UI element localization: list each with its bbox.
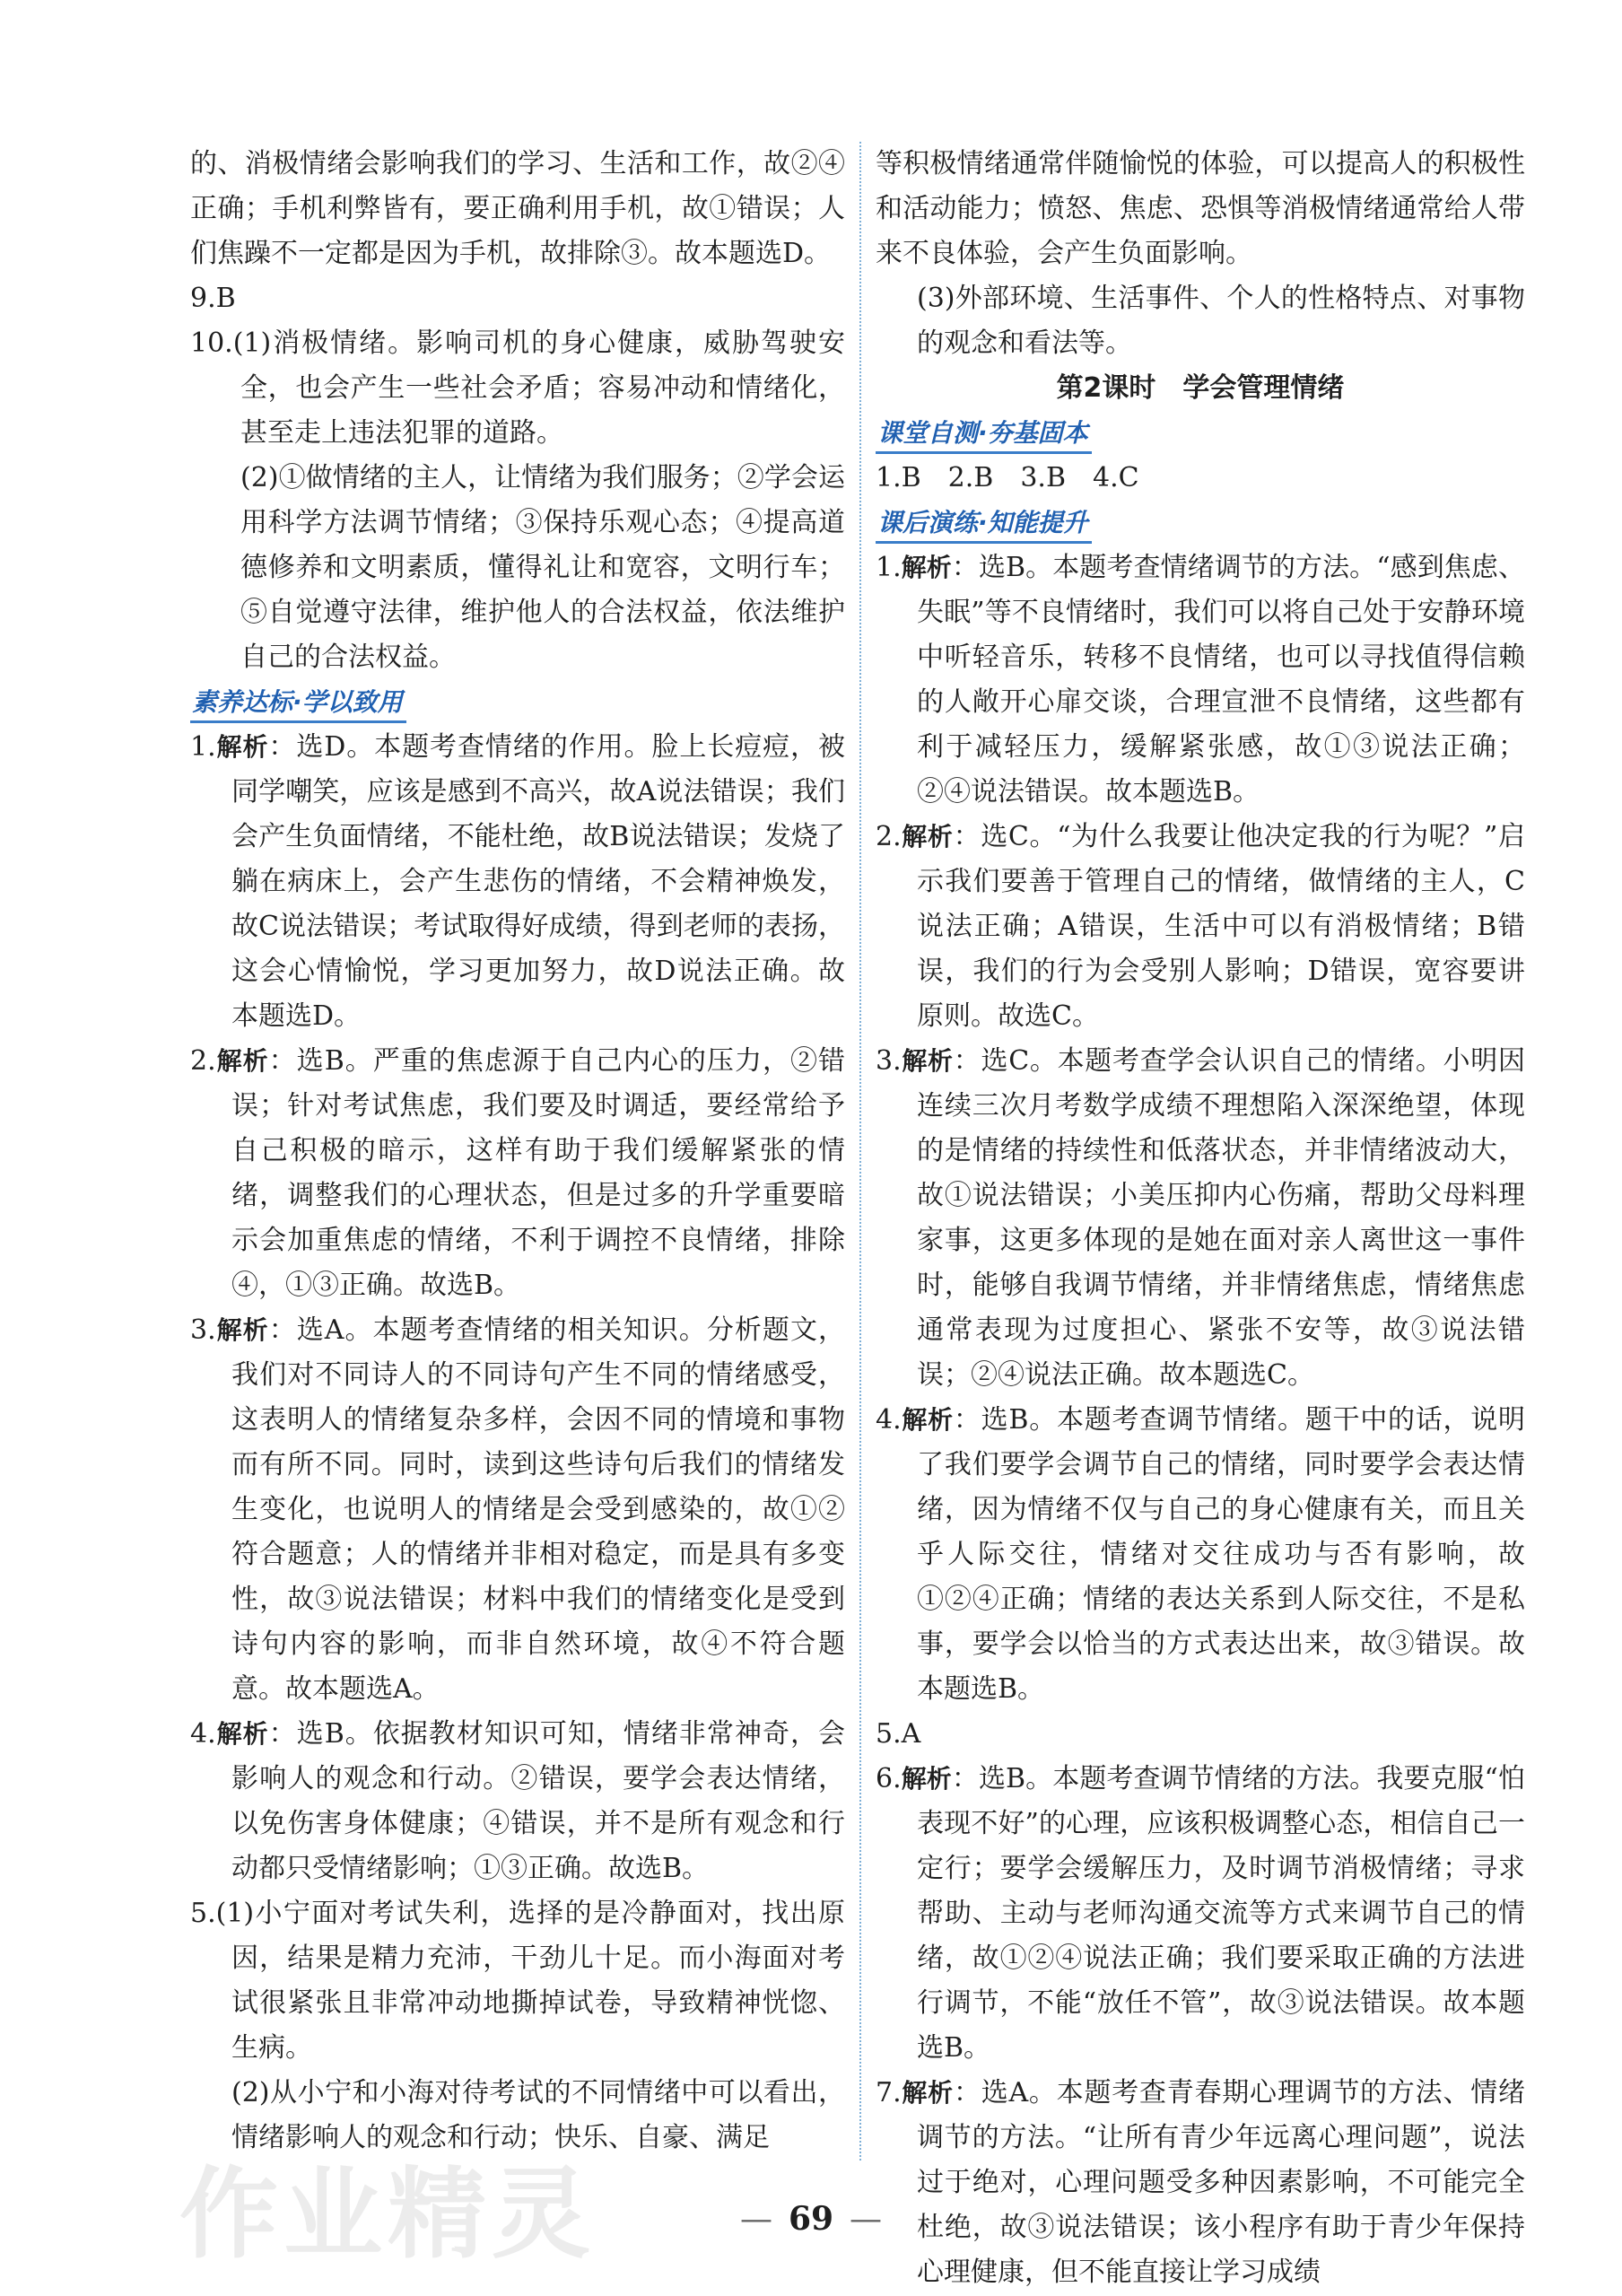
left-paragraph-continued: 的、消极情绪会影响我们的学习、生活和工作，故②④正确；手机利弊皆有，要正确利用手机，故①错误；人们焦躁不一定都是因为手机，故排除③。故本题选D。: [190, 148, 845, 269]
page-footer: [0, 2200, 1622, 2238]
footer-dash-left: —: [739, 2201, 772, 2238]
answer-5-part-2: (2)从小宁和小海对待考试的不同情绪中可以看出，情绪影响人的观念和行动；快乐、自豪、满足: [231, 2077, 845, 2153]
analysis-item-r4: 4.解析：选B。本题考查调节情绪。题干中的话，说明了我们要学会调节自己的情绪，同时要学会表达情绪，因为情绪不仅与自己的身心健康有关，而且关乎人际交往，情绪对交往成功与否有影响，故①②④正确；情绪的表达关系到人际交往，不是私事，要学会以恰当的方式表达出来，故③错误。故本题选B。: [876, 1404, 1525, 1705]
analysis-item-4: 4.解析：选B。依据教材知识可知，情绪非常神奇，会影响人的观念和行动。②错误，要学会表达情绪，以免伤害身体健康；④错误，并不是所有观念和行动都只受情绪影响；①③正确。故选B。: [190, 1718, 845, 1884]
analysis-item-2: 2.解析：选B。严重的焦虑源于自己内心的压力，②错误；针对考试焦虑，我们要及时调适，要经常给予自己积极的暗示，这样有助于我们缓解紧张的情绪，调整我们的心理状态，但是过多的升学重要暗示会加重焦虑的情绪，不利于调控不良情绪，排除④，①③正确。故选B。: [190, 1045, 845, 1301]
section-header-kehou: 课后演练·知能提升: [876, 505, 1092, 544]
analysis-item-r1: 1.解析：选B。本题考查情绪调节的方法。“感到焦虑、失眠”等不良情绪时，我们可以将自己处于安静环境中听轻音乐，转移不良情绪，也可以寻找值得信赖的人敞开心扉交谈，合理宣泄不良情绪，这些都有利于减轻压力，缓解紧张感，故①③说法正确；②④说法错误。故本题选B。: [876, 552, 1525, 808]
page-number: 69: [788, 2200, 834, 2238]
analysis-item-r2: 2.解析：选C。“为什么我要让他决定我的行为呢？”启示我们要善于管理自己的情绪，做情绪的主人，C说法正确；A错误，生活中可以有消极情绪；B错误，我们的行为会受别人影响；D错误，宽容要讲原则。故选C。: [876, 821, 1525, 1032]
footer-dash-right: —: [850, 2201, 883, 2238]
answer-10-part-2: (2)①做情绪的主人，让情绪为我们服务；②学会运用科学方法调节情绪；③保持乐观心态；④提高道德修养和文明素质，懂得礼让和宽容，文明行车；⑤自觉遵守法律，维护他人的合法权益，依法维护自己的合法权益。: [240, 462, 845, 673]
analysis-item-r3: 3.解析：选C。本题考查学会认识自己的情绪。小明因连续三次月考数学成绩不理想陷入深深绝望，体现的是情绪的持续性和低落状态，并非情绪波动大，故①说法错误；小美压抑内心伤痛，帮助父母料理家事，这更多体现的是她在面对亲人离世这一事件时，能够自我调节情绪，并非情绪焦虑，情绪焦虑通常表现为过度担心、紧张不安等，故③说法错误；②④说法正确。故本题选C。: [876, 1045, 1525, 1391]
answer-9: 9.B: [190, 283, 236, 314]
section-header-suyang: 素养达标·学以致用: [190, 685, 406, 723]
answer-10-part-1: 10.(1)消极情绪。影响司机的身心健康，威胁驾驶安全，也会产生一些社会矛盾；容易冲动和情绪化，甚至走上违法犯罪的道路。: [190, 327, 845, 449]
watermark: 作业精灵: [179, 2157, 596, 2272]
left-column: [190, 142, 845, 2161]
right-paragraph-continued: 等积极情绪通常伴随愉悦的体验，可以提高人的积极性和活动能力；愤怒、焦虑、恐惧等消极情绪通常给人带来不良体验，会产生负面影响。: [876, 148, 1525, 269]
answer-3-continued: (3)外部环境、生活事件、个人的性格特点、对事物的观念和看法等。: [917, 283, 1525, 359]
answer-r5: 5.A: [876, 1718, 921, 1750]
lesson-title: 第2课时 学会管理情绪: [1056, 372, 1345, 404]
analysis-item-3: 3.解析：选A。本题考查情绪的相关知识。分析题文，我们对不同诗人的不同诗句产生不同的情绪感受，这表明人的情绪复杂多样，会因不同的情境和事物而有所不同。同时，读到这些诗句后我们的情绪发生变化，也说明人的情绪是会受到感染的，故①②符合题意；人的情绪并非相对稳定，而是具有多变性，故③说法错误；材料中我们的情绪变化是受到诗句内容的影响，而非自然环境，故④不符合题意。故本题选A。: [190, 1314, 845, 1705]
right-column: [876, 142, 1525, 2295]
answer-5-part-1: 5.(1)小宁面对考试失利，选择的是冷静面对，找出原因，结果是精力充沛，干劲儿十足。而小海面对考试很紧张且非常冲动地撕掉试卷，导致精神恍惚、生病。: [190, 1898, 845, 2064]
column-divider: [859, 142, 861, 2161]
analysis-item-1: 1.解析：选D。本题考查情绪的作用。脸上长痘痘，被同学嘲笑，应该是感到不高兴，故A说法错误；我们会产生负面情绪，不能杜绝，故B说法错误；发烧了躺在病床上，会产生悲伤的情绪，不会精神焕发，故C说法错误；考试取得好成绩，得到老师的表扬，这会心情愉悦，学习更加努力，故D说法正确。故本题选D。: [190, 731, 845, 1032]
section-header-ketang: 课堂自测·夯基固本: [876, 415, 1092, 454]
analysis-item-r7: 7.解析：选A。本题考查青春期心理调节的方法、情绪调节的方法。“让所有青少年远离心理问题”，说法过于绝对，心理问题受多种因素影响，不可能完全杜绝，故③说法错误；该小程序有助于青少年保持心理健康，但不能直接让学习成绩: [876, 2077, 1525, 2288]
quick-answers: 1.B 2.B 3.B 4.C: [876, 462, 1139, 493]
analysis-item-r6: 6.解析：选B。本题考查调节情绪的方法。我要克服“怕表现不好”的心理，应该积极调整心态，相信自己一定行；要学会缓解压力，及时调节消极情绪；寻求帮助、主动与老师沟通交流等方式来调节自己的情绪，故①②④说法正确；我们要采取正确的方法进行调节，不能“放任不管”，故③说法错误。故本题选B。: [876, 1763, 1525, 2064]
